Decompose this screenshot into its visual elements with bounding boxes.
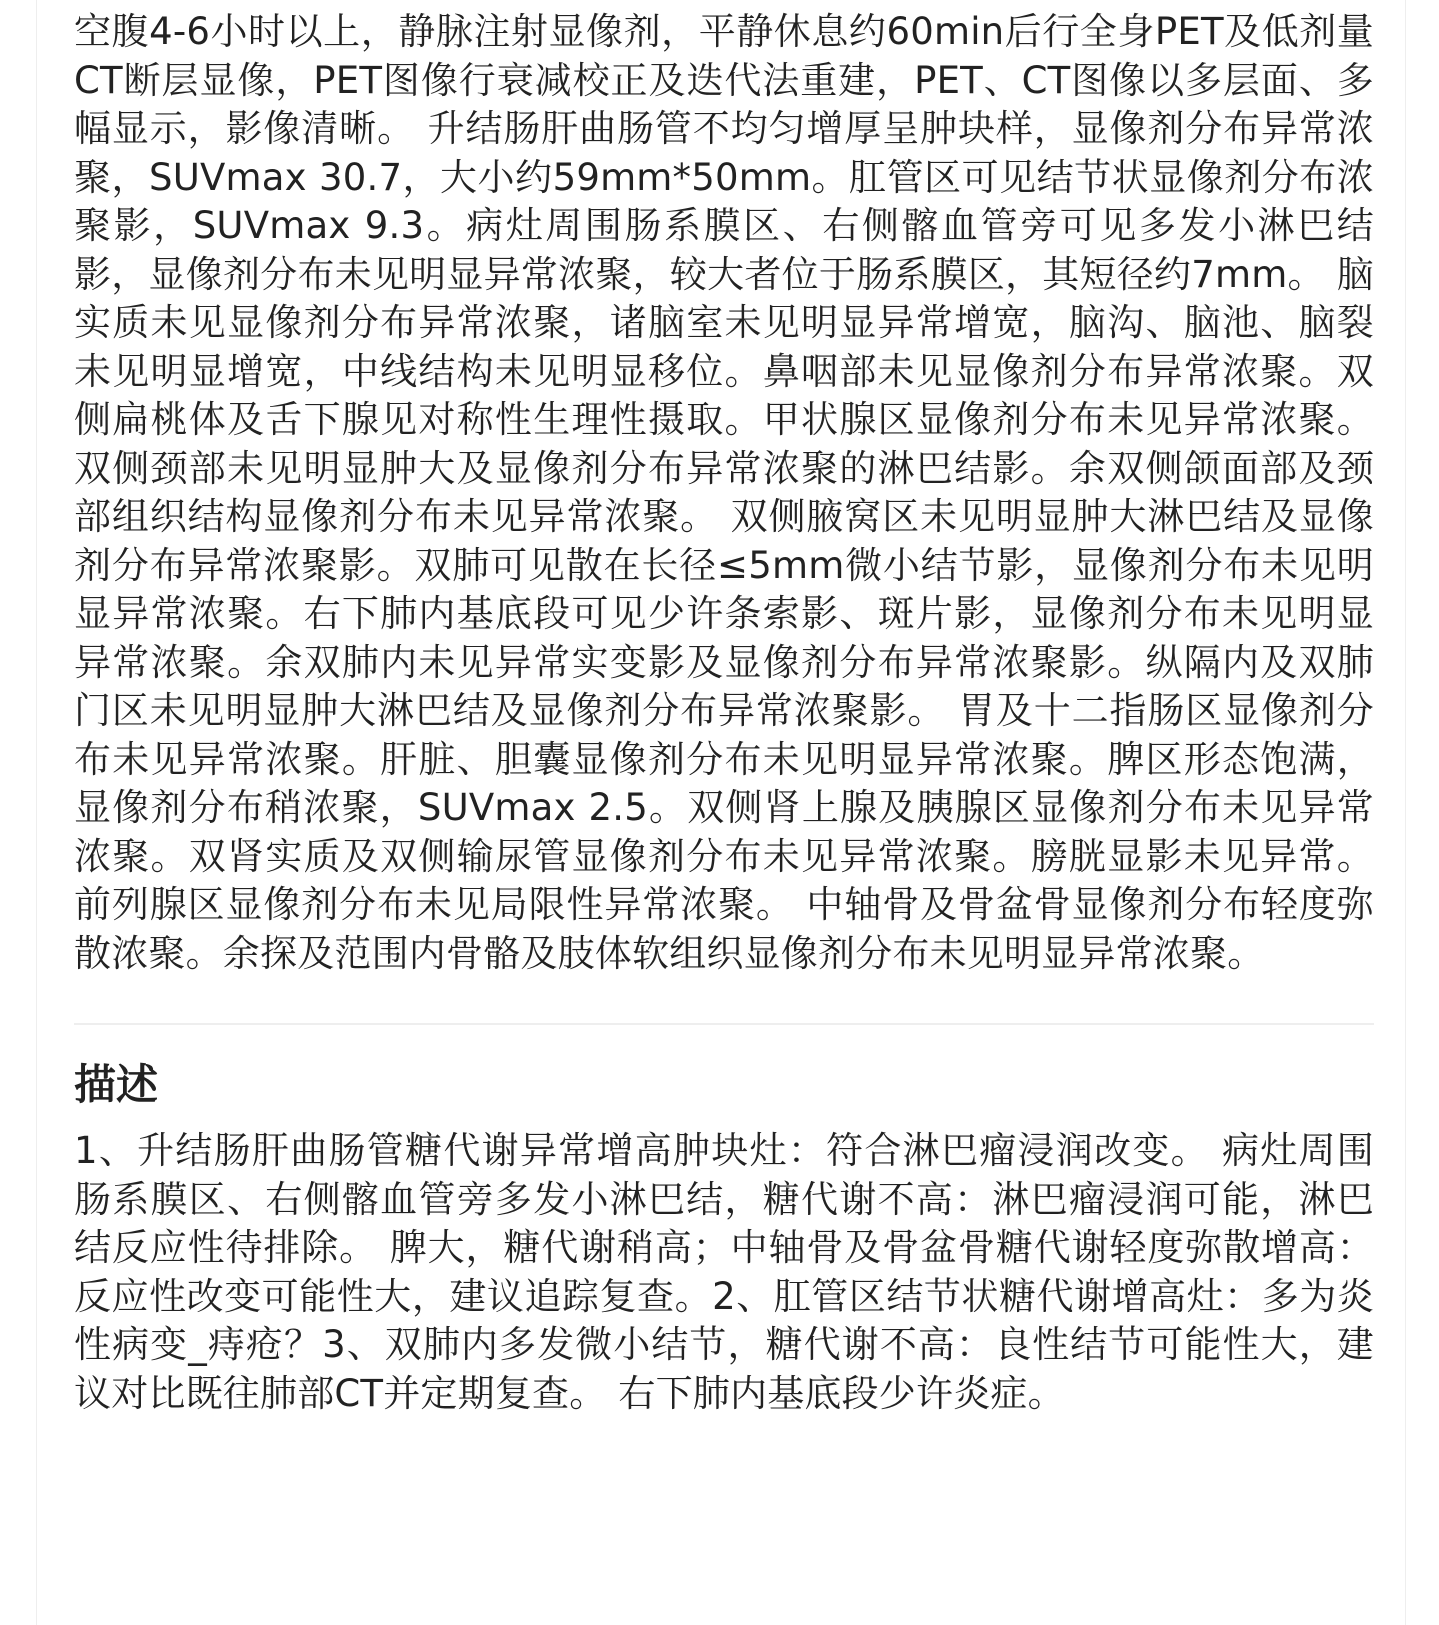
section-title: 描述 [74,1060,159,1109]
findings-paragraph: 空腹4-6小时以上，静脉注射显像剂，平静休息约60min后行全身PET及低剂量CT断层显像，PET图像行衰减校正及迭代法重建，PET、CT图像以多层面、多幅显示，影像清晰。 升结肠肝曲肠管不均匀增厚呈肿块样，显像剂分布异常浓聚，SUVmax 30.7，大小约59mm*50mm。肛管区可见结节状显像剂分布浓聚影，SUVmax 9.3。病灶周围肠系膜区、右侧髂血管旁可见多发小淋巴结影，显像剂分布未见明显异常浓聚，较大者位于肠系膜区，其短径约7mm。 脑实质未见显像剂分布异常浓聚，诸脑室未见明显异常增宽，脑沟、脑池、脑裂未见明显增宽，中线结构未见明显移位。鼻咽部未见显像剂分布异常浓聚。双侧扁桃体及舌下腺见对称性生理性摄取。甲状腺区显像剂分布未见异常浓聚。双侧颈部未见明显肿大及显像剂分布异常浓聚的淋巴结影。余双侧颌面部及颈部组织结构显像剂分布未见异常浓聚。 双侧腋窝区未见明显肿大淋巴结及显像剂分布异常浓聚影。双肺可见散在长径≤5mm微小结节影，显像剂分布未见明显异常浓聚。右下肺内基底段可见少许条索影、斑片影，显像剂分布未见明显异常浓聚。余双肺内未见异常实变影及显像剂分布异常浓聚影。纵隔内及双肺门区未见明显肿大淋巴结及显像剂分布异常浓聚影。 胃及十二指肠区显像剂分布未见异常浓聚。肝脏、胆囊显像剂分布未见明显异常浓聚。脾区形态饱满，显像剂分布稍浓聚，SUVmax 2.5。双侧肾上腺及胰腺区显像剂分布未见异常浓聚。双肾实质及双侧输尿管显像剂分布未见异常浓聚。膀胱显影未见异常。前列腺区显像剂分布未见局限性异常浓聚。 中轴骨及骨盆骨显像剂分布轻度弥散浓聚。余探及范围内骨骼及肢体软组织显像剂分布未见明显异常浓聚。 [74,10,1374,975]
report-content [74,8,1374,1455]
conclusion-paragraph: 1、升结肠肝曲肠管糖代谢异常增高肿块灶：符合淋巴瘤浸润改变。 病灶周围肠系膜区、右侧髂血管旁多发小淋巴结，糖代谢不高：淋巴瘤浸润可能，淋巴结反应性待排除。 脾大，糖代谢稍高；中轴骨及骨盆骨糖代谢轻度弥散增高：反应性改变可能性大，建议追踪复查。2、肛管区结节状糖代谢增高灶：多为炎性病变_痔疮？3、双肺内多发微小结节，糖代谢不高：良性结节可能性大，建议对比既往肺部CT并定期复查。 右下肺内基底段少许炎症。 [74,1129,1374,1415]
section-divider [74,1023,1374,1025]
